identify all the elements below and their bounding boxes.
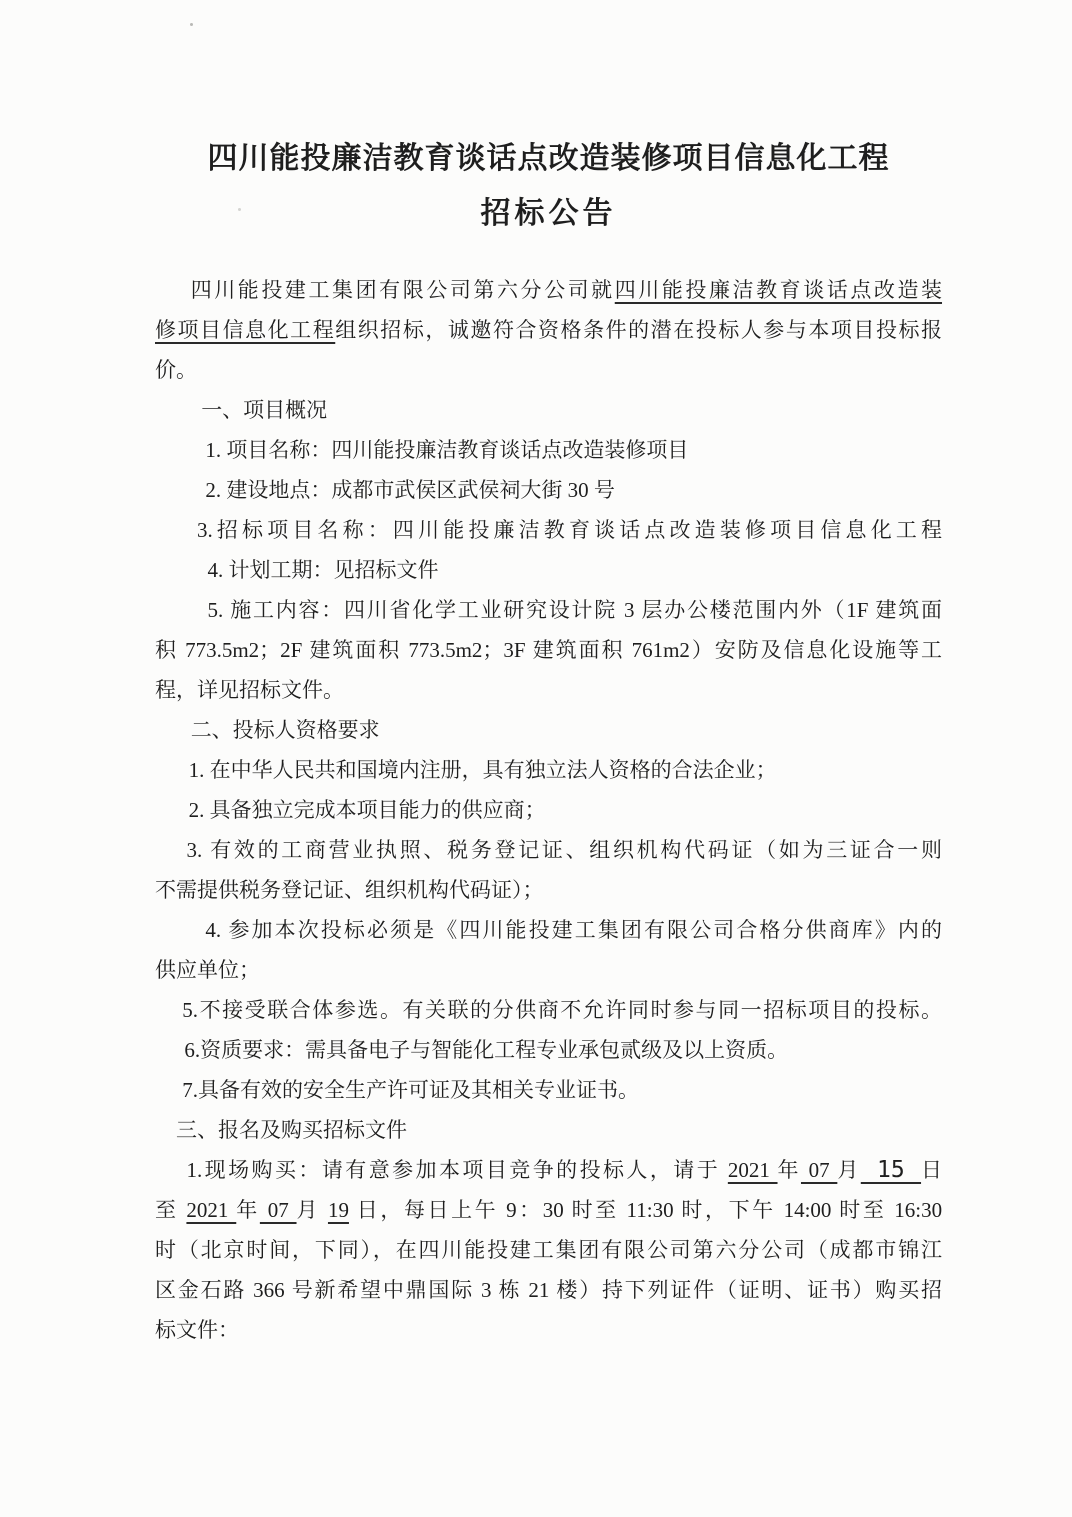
text-segment: 一、项目概况 — [201, 398, 328, 422]
text-segment: 1. 项目名称：四川能投廉洁教育谈话点改造装修项目 — [205, 438, 689, 462]
document-subtitle: 招标公告 — [480, 197, 617, 230]
text-line — [155, 590, 942, 630]
text-line — [155, 350, 942, 390]
text-segment: 6.资质要求：需具备电子与智能化工程专业承包贰级及以上资质。 — [184, 1038, 789, 1062]
text-segment: 3. 有效的工商营业执照、税务登记证、组织机构代码证（如为三证合一则 — [186, 838, 942, 862]
text-line — [155, 670, 942, 710]
text-line — [155, 1270, 942, 1310]
text-line — [155, 430, 942, 470]
text-line — [155, 270, 942, 310]
text-segment: 不需提供税务登记证、组织机构代码证）； — [155, 878, 544, 902]
text-segment: 7.具备有效的安全生产许可证及其相关专业证书。 — [182, 1078, 640, 1102]
text-segment: 日，每日上午 9：30 时至 11:30 时，下午 14:00 时至 16:30 — [348, 1198, 943, 1222]
text-line — [155, 870, 942, 910]
text-segment: 3.招标项目名称：四川能投廉洁教育谈话点改造装修项目信息化工程 — [197, 518, 942, 542]
text-segment: 4. 计划工期：见招标文件 — [207, 558, 439, 582]
text-segment: 供应单位； — [155, 958, 260, 982]
text-segment: 2. 具备独立完成本项目能力的供应商； — [188, 798, 546, 822]
text-segment: 年 — [777, 1158, 801, 1182]
text-segment: 月 — [296, 1198, 328, 1222]
text-line — [155, 990, 942, 1030]
text-line — [155, 1110, 942, 1150]
text-line — [155, 310, 942, 350]
text-segment: 程，详见招标文件。 — [155, 678, 344, 702]
text-line — [155, 1190, 942, 1230]
underlined-text: 四川能投廉洁教育谈话点改造装 — [614, 278, 943, 302]
text-segment: 至 — [155, 1198, 187, 1222]
text-segment: 区金石路 366 号新希望中鼎国际 3 栋 21 楼）持下列证件（证明、证书）购买招 — [155, 1278, 942, 1302]
text-line — [155, 630, 942, 670]
text-line — [155, 950, 942, 990]
text-line — [155, 1230, 942, 1270]
text-line — [155, 1030, 942, 1070]
text-segment: 5. 施工内容：四川省化学工业研究设计院 3 层办公楼范围内外（1F 建筑面 — [207, 598, 942, 622]
text-segment: 标文件： — [155, 1318, 239, 1342]
text-segment: 三、报名及购买招标文件 — [176, 1118, 407, 1142]
text-segment: 四川能投建工集团有限公司第六分公司就 — [190, 278, 615, 302]
text-line — [155, 390, 942, 430]
underlined-text: 2021 — [727, 1158, 778, 1182]
underlined-text: 2021 — [186, 1198, 237, 1222]
text-segment: 积 773.5m2；2F 建筑面积 773.5m2；3F 建筑面积 761m2）安防及信息化设施等工 — [155, 638, 942, 662]
text-line — [155, 1150, 942, 1190]
text-segment: 月 — [837, 1158, 861, 1182]
document-body — [155, 270, 942, 1350]
text-line — [155, 790, 942, 830]
text-line — [155, 1310, 942, 1350]
text-line — [155, 510, 942, 550]
scan-speckle — [190, 23, 193, 26]
underlined-text: 07 — [800, 1158, 838, 1182]
text-line — [155, 710, 942, 750]
text-segment: 时（北京时间，下同），在四川能投建工集团有限公司第六分公司（成都市锦江 — [155, 1238, 942, 1262]
text-line — [155, 910, 942, 950]
text-segment: 4. 参加本次投标必须是《四川能投建工集团有限公司合格分供商库》内的 — [205, 918, 942, 942]
underlined-text: 07 — [259, 1198, 297, 1222]
scan-speckle — [238, 208, 241, 211]
text-segment: 1.现场购买：请有意参加本项目竞争的投标人，请于 — [186, 1158, 728, 1182]
text-line — [155, 550, 942, 590]
underlined-text: 15 — [860, 1157, 922, 1183]
underlined-text: 19 — [327, 1198, 349, 1222]
document-title: 四川能投廉洁教育谈话点改造装修项目信息化工程 — [207, 142, 890, 175]
text-segment: 日 — [921, 1158, 943, 1182]
text-segment: 二、投标人资格要求 — [190, 718, 380, 742]
text-segment: 5.不接受联合体参选。有关联的分供商不允许同时参与同一招标项目的投标。 — [182, 998, 942, 1022]
text-line — [155, 830, 942, 870]
text-segment: 1. 在中华人民共和国境内注册，具有独立法人资格的合法企业； — [188, 758, 777, 782]
underlined-text: 修项目信息化工程 — [155, 318, 336, 342]
text-line — [155, 1070, 942, 1110]
text-segment: 年 — [236, 1198, 260, 1222]
text-line — [155, 750, 942, 790]
text-segment: 2. 建设地点：成都市武侯区武侯祠大街 30 号 — [205, 478, 615, 502]
text-line — [155, 470, 942, 510]
text-segment: 组织招标，诚邀符合资格条件的潜在投标人参与本项目投标报 — [335, 318, 943, 342]
text-segment: 价。 — [155, 358, 197, 382]
